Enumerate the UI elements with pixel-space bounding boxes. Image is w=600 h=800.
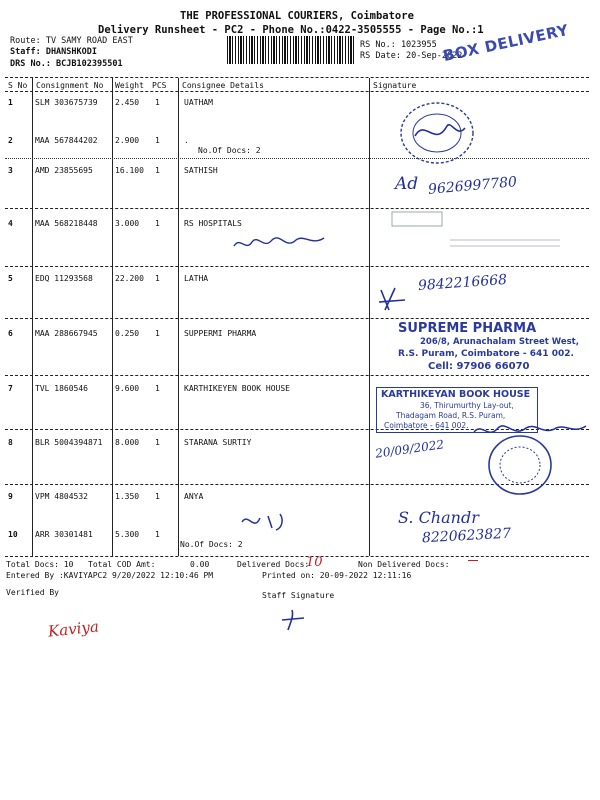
row-3-pcs: 1 bbox=[155, 166, 160, 175]
rs-number: RS No.: 1023955 bbox=[360, 40, 437, 50]
sig-row3: Ad bbox=[395, 174, 419, 194]
row-10-weight: 5.300 bbox=[115, 530, 140, 539]
row-2-weight: 2.900 bbox=[115, 136, 140, 145]
row-3-weight: 16.100 bbox=[115, 166, 144, 175]
total-docs: Total Docs: 10 bbox=[6, 560, 74, 569]
runsheet-title: Delivery Runsheet - PC2 - Phone No.:0422-3505555 - Page No.:1 bbox=[98, 24, 484, 36]
row-7-sno: 7 bbox=[8, 384, 13, 393]
phone-row10: 8220623827 bbox=[421, 525, 512, 547]
row-9-consignment: VPM 4804532 bbox=[35, 492, 88, 501]
sig-row10: S. Chandr bbox=[398, 508, 479, 527]
row-1-consignee: UATHAM bbox=[184, 98, 213, 107]
row-2-consignment: MAA 567844202 bbox=[35, 136, 98, 145]
verified-by-label: Verified By bbox=[6, 588, 59, 597]
row-8-consignment: BLR 5004394871 bbox=[35, 438, 103, 447]
row-1-consignment: SLM 303675739 bbox=[35, 98, 98, 107]
box-delivery-stamp: BOX DELIVERY bbox=[441, 20, 571, 66]
kbh-stamp-addr1: 36, Thirumurthy Lay-out, bbox=[420, 401, 514, 410]
verifier-signature: Kaviya bbox=[47, 617, 100, 641]
round-seal-row8 bbox=[486, 432, 556, 498]
row-10-docs: No.Of Docs: 2 bbox=[180, 540, 243, 549]
col-consignment: Consignment No bbox=[36, 81, 104, 90]
kbh-stamp-addr2: Thadagam Road, R.S. Puram, bbox=[396, 411, 506, 420]
printed-on: Printed on: 20-09-2022 12:11:16 bbox=[262, 571, 412, 580]
row-1-sno: 1 bbox=[8, 98, 13, 107]
phone-row3: 9626997780 bbox=[427, 174, 518, 198]
row-2-consignee: . bbox=[184, 136, 189, 145]
staff-signature-mark bbox=[278, 606, 308, 632]
row-2-sno: 2 bbox=[8, 136, 13, 145]
row-7-weight: 9.600 bbox=[115, 384, 140, 393]
phone-row5: 9842216668 bbox=[417, 271, 508, 295]
non-delivered-dash bbox=[468, 560, 478, 561]
col-consignee: Consignee Details bbox=[182, 81, 264, 90]
row-6-consignment: MAA 288667945 bbox=[35, 329, 98, 338]
row-1-weight: 2.450 bbox=[115, 98, 140, 107]
row-6-consignee: SUPPERMI PHARMA bbox=[184, 329, 257, 338]
col-weight: Weight bbox=[115, 81, 144, 90]
row-5-weight: 22.200 bbox=[115, 274, 144, 283]
row-5-consignment: EDQ 11293568 bbox=[35, 274, 93, 283]
row-9-pcs: 1 bbox=[155, 492, 160, 501]
row-rule bbox=[5, 208, 589, 209]
company-title: THE PROFESSIONAL COURIERS, Coimbatore bbox=[180, 10, 414, 22]
row-6-pcs: 1 bbox=[155, 329, 160, 338]
row-6-weight: 0.250 bbox=[115, 329, 140, 338]
drs-label: DRS No.: BCJB102395501 bbox=[10, 59, 123, 69]
col-sno: S No bbox=[8, 81, 28, 90]
rs-date: RS Date: 20-Sep-2022 bbox=[360, 51, 463, 61]
row-4-consignee: RS HOSPITALS bbox=[184, 219, 242, 228]
row-rule bbox=[5, 266, 589, 267]
row-2-docs: No.Of Docs: 2 bbox=[198, 146, 261, 155]
row-rule bbox=[5, 318, 589, 319]
total-cod-value: 0.00 bbox=[190, 560, 210, 569]
row-9-consignee: ANYA bbox=[184, 492, 204, 501]
row-10-sno: 10 bbox=[8, 530, 18, 539]
row-7-pcs: 1 bbox=[155, 384, 160, 393]
supreme-stamp-addr2: R.S. Puram, Coimbatore - 641 002. bbox=[398, 349, 574, 359]
row-6-sno: 6 bbox=[8, 329, 13, 338]
row-4-weight: 3.000 bbox=[115, 219, 140, 228]
row-2-pcs: 1 bbox=[155, 136, 160, 145]
header-rule-top bbox=[5, 77, 589, 78]
round-stamp-row1 bbox=[395, 98, 485, 168]
row-9-sno: 9 bbox=[8, 492, 13, 501]
row-4-sno: 4 bbox=[8, 219, 13, 228]
row-3-sno: 3 bbox=[8, 166, 13, 175]
row-1-pcs: 1 bbox=[155, 98, 160, 107]
delivered-docs-value: 10 bbox=[306, 555, 323, 570]
route-label: Route: TV SAMY ROAD EAST bbox=[10, 36, 133, 46]
staff-label: Staff: DHANSHKODI bbox=[10, 47, 97, 57]
row-7-consignment: TVL 1860546 bbox=[35, 384, 88, 393]
row-8-consignee: STARANA SURTIY bbox=[184, 438, 252, 447]
col-signature: Signature bbox=[373, 81, 417, 90]
supreme-stamp-addr1: 206/8, Arunachalam Street West, bbox=[420, 337, 579, 347]
row-9-weight: 1.350 bbox=[115, 492, 140, 501]
kbh-stamp-addr3: Coimbatore - 641 002. bbox=[384, 421, 469, 430]
entered-by: Entered By :KAVIYAPC2 9/20/2022 12:10:46 PM bbox=[6, 571, 214, 580]
barcode bbox=[227, 36, 355, 64]
row-8-weight: 8.000 bbox=[115, 438, 140, 447]
kbh-stamp-name: KARTHIKEYAN BOOK HOUSE bbox=[381, 389, 531, 400]
row-8-sno: 8 bbox=[8, 438, 13, 447]
row-4-consignment: MAA 568218448 bbox=[35, 219, 98, 228]
row-10-pcs: 1 bbox=[155, 530, 160, 539]
col-pcs: PCS bbox=[152, 81, 167, 90]
row-rule bbox=[5, 158, 589, 159]
row-5-pcs: 1 bbox=[155, 274, 160, 283]
row-8-pcs: 1 bbox=[155, 438, 160, 447]
supreme-stamp-name: SUPREME PHARMA bbox=[398, 321, 537, 336]
faded-stamp-row4 bbox=[390, 210, 570, 258]
row-rule bbox=[5, 375, 589, 376]
non-delivered-label: Non Delivered Docs: bbox=[358, 560, 450, 569]
sig-row5 bbox=[375, 282, 415, 314]
date-row8: 20/09/2022 bbox=[374, 437, 445, 461]
total-cod-label: Total COD Amt: bbox=[88, 560, 156, 569]
supreme-stamp-cell: Cell: 97906 66070 bbox=[428, 361, 530, 372]
row-4-pcs: 1 bbox=[155, 219, 160, 228]
delivered-docs-label: Delivered Docs: bbox=[237, 560, 310, 569]
row-3-consignee: SATHISH bbox=[184, 166, 218, 175]
sig-row9 bbox=[238, 506, 298, 536]
row-5-consignee: LATHA bbox=[184, 274, 209, 283]
row-3-consignment: AMD 23855695 bbox=[35, 166, 93, 175]
scribble-row4 bbox=[230, 228, 340, 258]
row-7-consignee: KARTHIKEYEN BOOK HOUSE bbox=[184, 384, 290, 393]
row-10-consignment: ARR 30301481 bbox=[35, 530, 93, 539]
table-rule-bottom bbox=[5, 556, 589, 557]
staff-signature-label: Staff Signature bbox=[262, 591, 335, 600]
row-5-sno: 5 bbox=[8, 274, 13, 283]
header-rule-bottom bbox=[5, 91, 589, 92]
